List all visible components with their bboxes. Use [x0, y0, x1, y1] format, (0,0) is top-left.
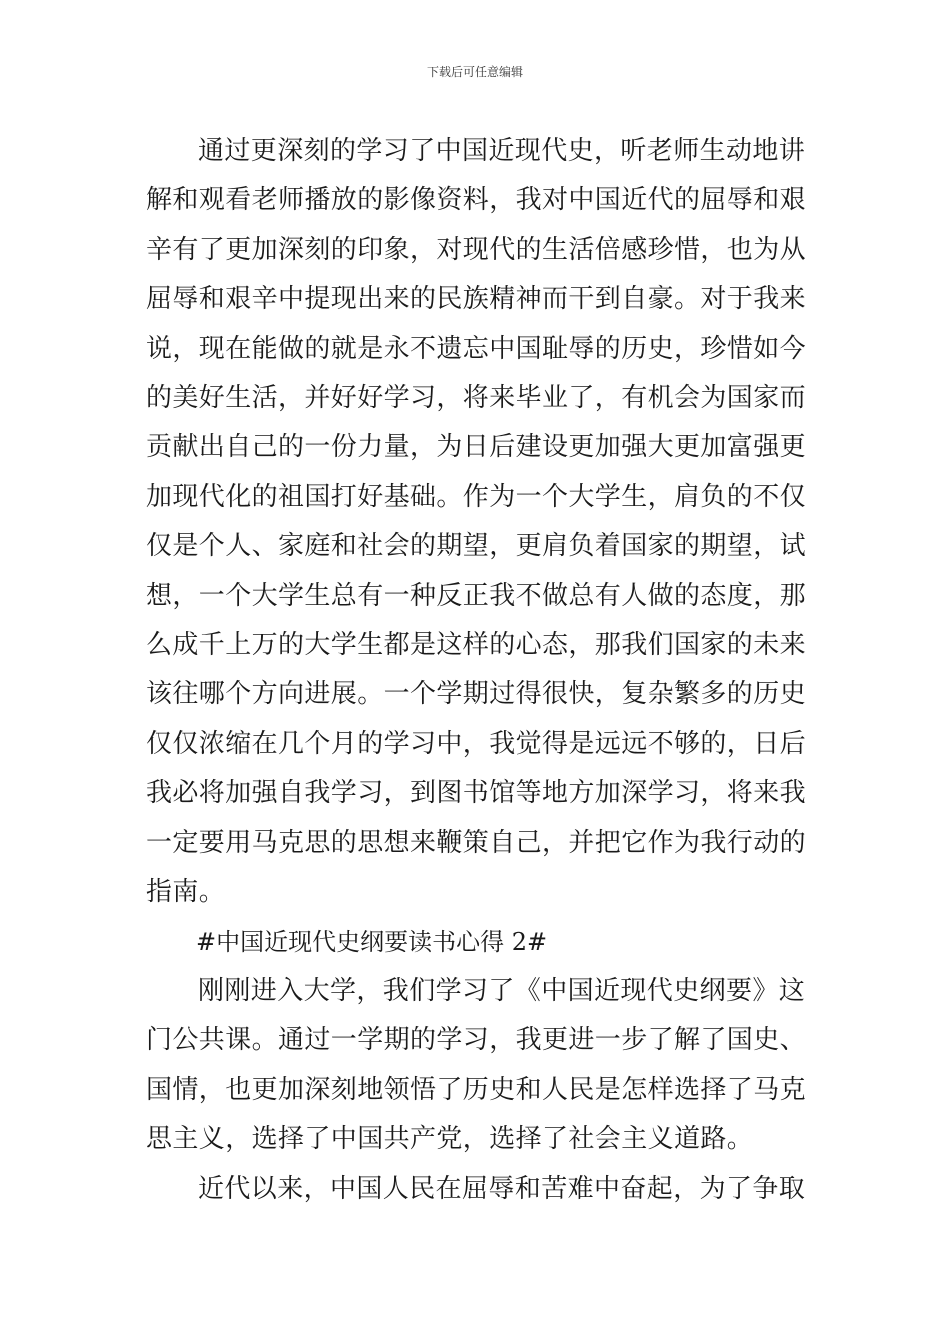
page-header-note: 下载后可任意编辑: [426, 65, 523, 79]
text-line: 解和观看老师播放的影像资料，我对中国近代的屈辱和艰: [146, 185, 807, 216]
text-line: 刚刚进入大学，我们学习了《中国近现代史纲要》这: [198, 975, 806, 1006]
text-line: 仅仅浓缩在几个月的学习中，我觉得是远远不够的，日后: [146, 728, 807, 759]
text-line: 说，现在能做的就是永不遗忘中国耻辱的历史，珍惜如今: [146, 333, 807, 364]
text-line: 贡献出自己的一份力量，为日后建设更加强大更加富强更: [146, 432, 807, 463]
text-line: 一定要用马克思的思想来鞭策自己，并把它作为我行动的: [146, 827, 807, 858]
document-body: [146, 127, 808, 1214]
text-line: 加现代化的祖国打好基础。作为一个大学生，肩负的不仅: [146, 481, 807, 512]
text-line: 通过更深刻的学习了中国近现代史，听老师生动地讲: [198, 136, 806, 166]
text-line: 辛有了更加深刻的印象，对现代的生活倍感珍惜，也为从: [146, 234, 807, 265]
text-line: 我必将加强自我学习，到图书馆等地方加深学习，将来我: [146, 778, 807, 809]
text-line: 么成千上万的大学生都是这样的心态，那我们国家的未来: [146, 630, 807, 661]
text-line: 门公共课。通过一学期的学习，我更进一步了解了国史、: [146, 1025, 807, 1056]
text-line: 该往哪个方向进展。一个学期过得很快，复杂繁多的历史: [146, 679, 807, 710]
text-line: 想，一个大学生总有一种反正我不做总有人做的态度，那: [146, 580, 807, 611]
text-line: 仅是个人、家庭和社会的期望，更肩负着国家的期望，试: [146, 531, 807, 562]
text-line: 屈辱和艰辛中提现出来的民族精神而干到自豪。对于我来: [146, 284, 807, 315]
section-heading: #中国近现代史纲要读书心得 2#: [196, 927, 548, 956]
text-line: 国情，也更加深刻地领悟了历史和人民是怎样选择了马克: [146, 1074, 807, 1105]
text-line: 近代以来，中国人民在屈辱和苦难中奋起，为了争取: [198, 1173, 806, 1204]
text-line: 的美好生活，并好好学习，将来毕业了，有机会为国家而: [146, 383, 807, 414]
text-line: 指南。: [146, 877, 226, 908]
text-line: 思主义，选择了中国共产党，选择了社会主义道路。: [146, 1124, 754, 1155]
